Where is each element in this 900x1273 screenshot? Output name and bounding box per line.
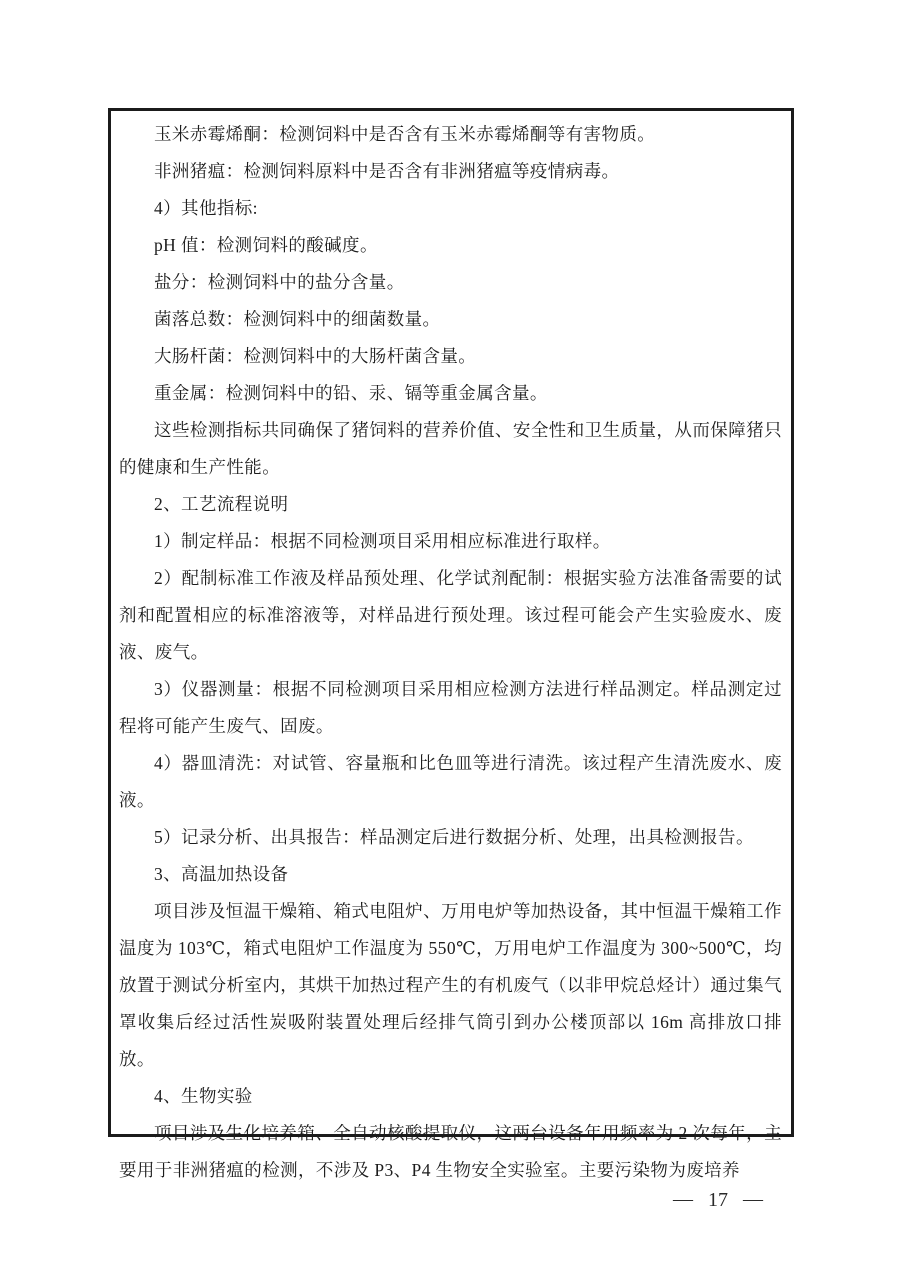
footer-dash-right: — <box>743 1188 763 1210</box>
paragraph-total-bacteria: 菌落总数：检测饲料中的细菌数量。 <box>154 309 441 329</box>
paragraph-corn-zearalenone: 玉米赤霉烯酮：检测饲料中是否含有玉米赤霉烯酮等有害物质。 <box>154 124 656 144</box>
paragraph-step3-measurement: 3）仪器测量：根据不同检测项目采用相应检测方法进行样品测定。样品测定过程将可能产生废气、固废。 <box>119 679 782 736</box>
footer-dash-left: — <box>673 1188 693 1210</box>
paragraph-salt-content: 盐分：检测饲料中的盐分含量。 <box>154 272 405 292</box>
paragraph-heavy-metals: 重金属：检测饲料中的铅、汞、镉等重金属含量。 <box>154 383 548 403</box>
paragraph-heating-equipment-detail: 项目涉及恒温干燥箱、箱式电阻炉、万用电炉等加热设备，其中恒温干燥箱工作温度为 103℃，箱式电阻炉工作温度为 550℃，万用电炉工作温度为 300~500℃，均放置于测试分析室内，其烘干加热过程产生的有机废气（以非甲烷总烃计）通过集气罩收集后经过活性炭吸附装置处理后经排气筒引到办公楼顶部以 16m 高排放口排放。 <box>119 901 782 1069</box>
heading-high-temp-equipment: 3、高温加热设备 <box>154 864 289 884</box>
page-footer <box>653 1189 783 1212</box>
heading-process-flow: 2、工艺流程说明 <box>154 494 289 514</box>
paragraph-step1-sampling: 1）制定样品：根据不同检测项目采用相应标准进行取样。 <box>154 531 611 551</box>
paragraph-african-swine-fever: 非洲猪瘟：检测饲料原料中是否含有非洲猪瘟等疫情病毒。 <box>154 161 620 181</box>
content-border-box <box>108 108 794 1180</box>
paragraph-step5-reporting: 5）记录分析、出具报告：样品测定后进行数据分析、处理，出具检测报告。 <box>154 827 754 847</box>
paragraph-ph-value: pH 值：检测饲料的酸碱度。 <box>154 235 378 255</box>
paragraph-e-coli: 大肠杆菌：检测饲料中的大肠杆菌含量。 <box>154 346 477 366</box>
page-number: 17 <box>708 1189 728 1211</box>
paragraph-step2-preparation: 2）配制标准工作液及样品预处理、化学试剂配制：根据实验方法准备需要的试剂和配置相应的标准溶液等，对样品进行预处理。该过程可能会产生实验废水、废液、废气。 <box>119 568 782 662</box>
paragraph-step4-cleaning: 4）器皿清洗：对试管、容量瓶和比色皿等进行清洗。该过程产生清洗废水、废液。 <box>119 753 782 810</box>
paragraph-biological-experiment-detail: 项目涉及生化培养箱、全自动核酸提取仪，这两台设备年用频率为 2 次每年，主要用于非洲猪瘟的检测，不涉及 P3、P4 生物安全实验室。主要污染物为废培养 <box>119 1123 782 1180</box>
heading-biological-experiment: 4、生物实验 <box>154 1086 253 1106</box>
paragraph-other-indicators-heading: 4）其他指标: <box>154 198 258 218</box>
paragraph-indicators-summary: 这些检测指标共同确保了猪饲料的营养价值、安全性和卫生质量，从而保障猪只的健康和生产性能。 <box>119 420 782 477</box>
